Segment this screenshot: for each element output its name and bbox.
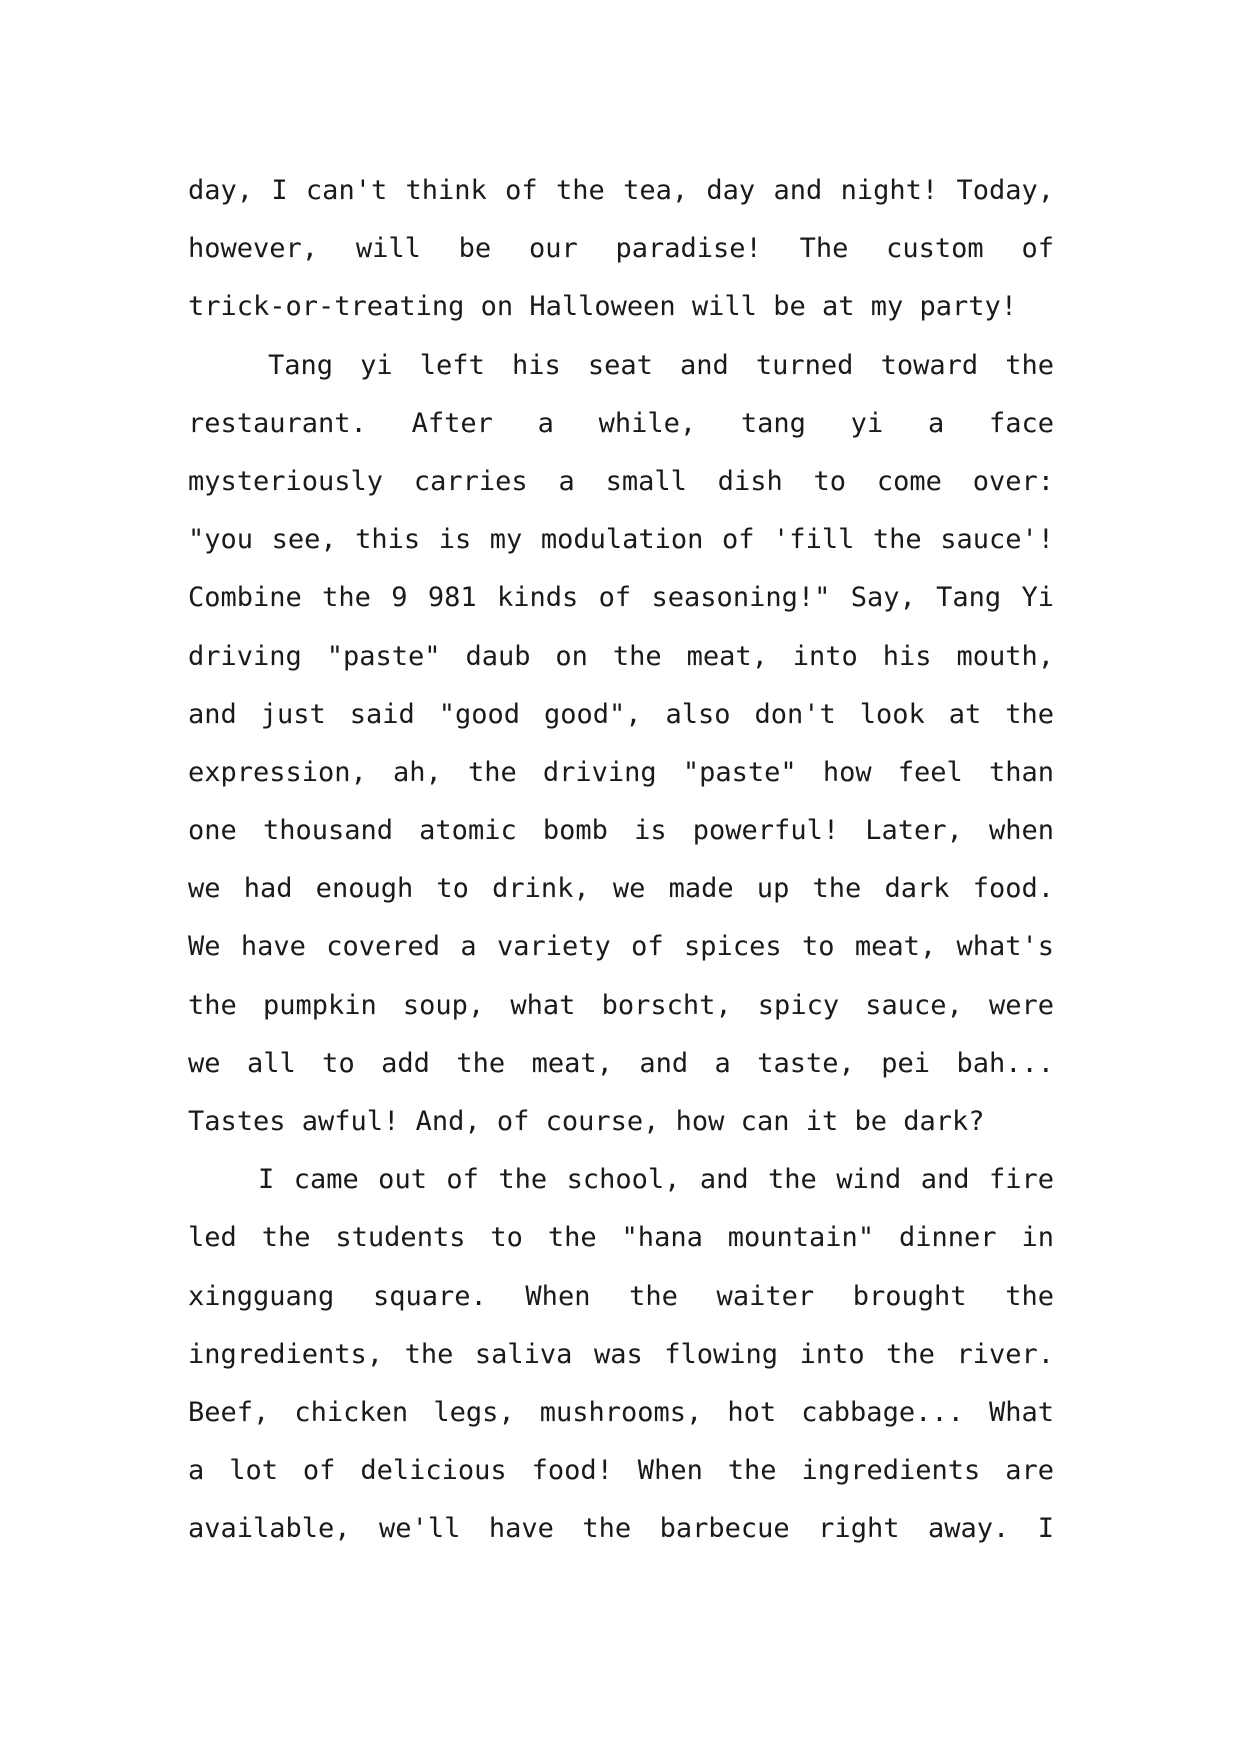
paragraph-first-line: Tang yi left his seat and turned toward the <box>268 349 1054 381</box>
text-line: available, we'll have the barbecue right away. I <box>188 1513 1054 1545</box>
text-line: Combine the 9 981 kinds of seasoning!" Say, Tang Yi <box>188 582 1054 614</box>
text-line: mysteriously carries a small dish to come over: <box>188 465 1054 497</box>
text-line: ingredients, the saliva was flowing into the river. <box>188 1338 1054 1370</box>
text-line: and just said "good good", also don't look at the <box>188 698 1054 730</box>
text-line: xingguang square. When the waiter brought the <box>188 1280 1054 1312</box>
text-line: restaurant. After a while, tang yi a face <box>188 407 1054 439</box>
text-line: led the students to the "hana mountain" dinner in <box>188 1222 1054 1254</box>
paragraph-first-line: I came out of the school, and the wind and fire <box>258 1164 1054 1196</box>
text-line: day, I can't think of the tea, day and night! Today, <box>188 175 1054 206</box>
text-line: Tastes awful! And, of course, how can it be dark? <box>188 1106 985 1137</box>
text-line: expression, ah, the driving "paste" how feel than <box>188 756 1054 788</box>
text-line: the pumpkin soup, what borscht, spicy sauce, were <box>188 989 1054 1021</box>
text-line: we had enough to drink, we made up the dark food. <box>188 873 1054 905</box>
text-line: We have covered a variety of spices to meat, what's <box>188 931 1054 963</box>
text-line: however, will be our paradise! The custom of <box>188 233 1054 265</box>
text-line: one thousand atomic bomb is powerful! Later, when <box>188 815 1054 847</box>
text-line: Beef, chicken legs, mushrooms, hot cabbage... What <box>188 1396 1054 1428</box>
text-line: "you see, this is my modulation of 'fill the sauce'! <box>188 524 1054 556</box>
text-line: trick-or-treating on Halloween will be at my party! <box>188 291 1018 323</box>
body-text <box>188 162 1054 1559</box>
text-line: we all to add the meat, and a taste, pei bah... <box>188 1047 1054 1079</box>
text-line: a lot of delicious food! When the ingredients are <box>188 1455 1054 1487</box>
text-line: driving "paste" daub on the meat, into his mouth, <box>188 640 1054 672</box>
